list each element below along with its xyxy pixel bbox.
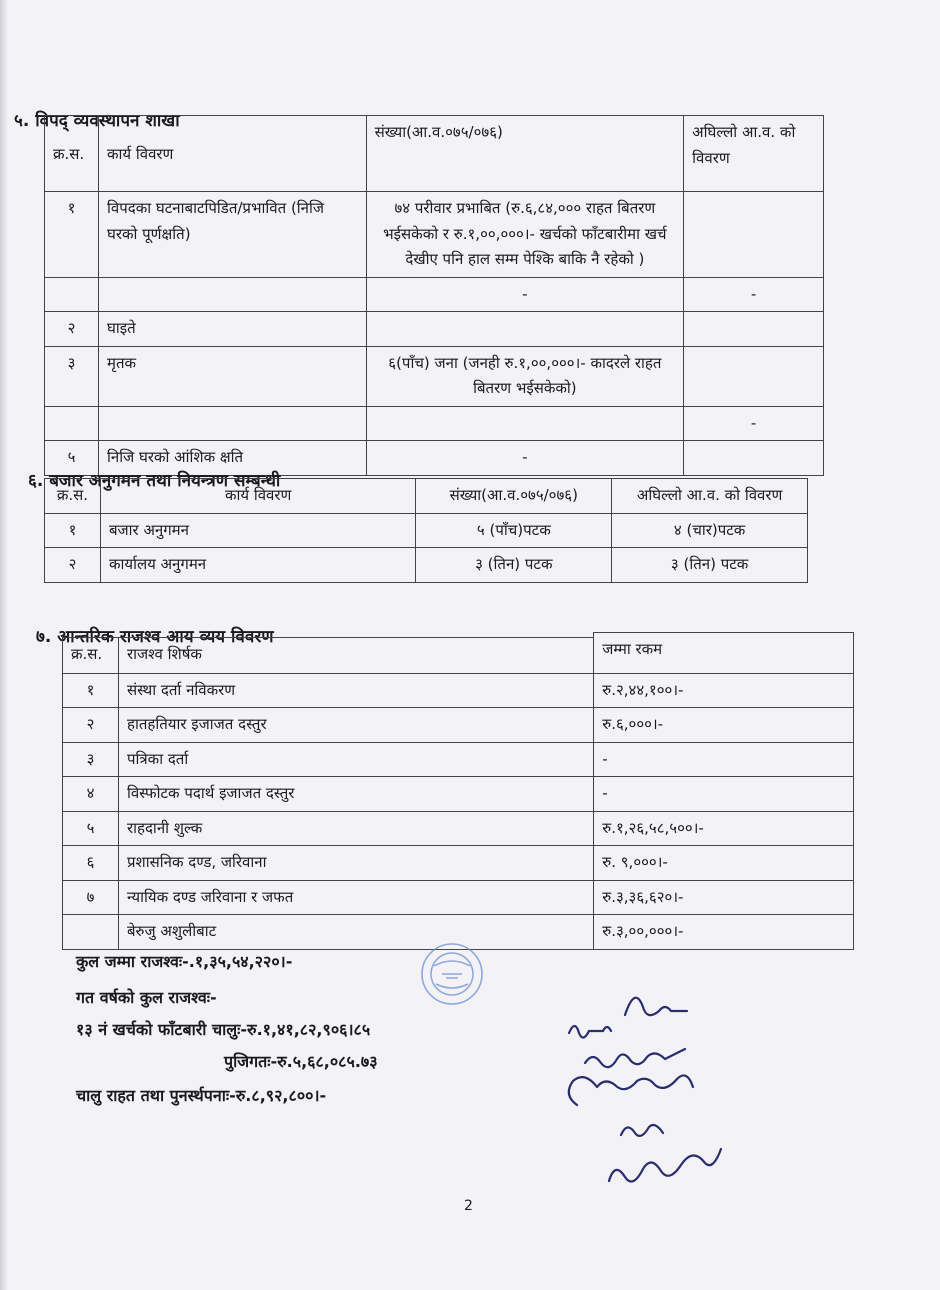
office-stamp-icon bbox=[412, 936, 502, 1016]
row-title: विस्फोटक पदार्थ इजाजत दस्तुर bbox=[118, 777, 593, 812]
header-previous-year: अघिल्लो आ.व. को विवरण bbox=[612, 479, 808, 514]
row-count: ३ (तिन) पटक bbox=[416, 548, 612, 583]
row-count: - bbox=[366, 441, 684, 476]
row-sn: १ bbox=[45, 192, 99, 278]
header-sn: क्र.स. bbox=[63, 637, 119, 673]
row-previous: ३ (तिन) पटक bbox=[612, 548, 808, 583]
row-amount: - bbox=[594, 742, 854, 777]
row-sn: २ bbox=[45, 312, 99, 347]
table-row bbox=[45, 548, 808, 583]
row-description: निजि घरको आंशिक क्षति bbox=[98, 441, 366, 476]
table-row bbox=[45, 513, 808, 548]
market-monitoring-table bbox=[44, 478, 808, 583]
row-previous bbox=[684, 441, 824, 476]
row-amount: रु.१,२६,५८,५००।- bbox=[594, 811, 854, 846]
row-description: मृतक bbox=[98, 346, 366, 406]
table-header-row bbox=[45, 116, 824, 192]
row-title: राहदानी शुल्क bbox=[118, 811, 593, 846]
row-sn: १ bbox=[63, 673, 119, 708]
row-description: कार्यालय अनुगमन bbox=[100, 548, 415, 583]
header-amount: जम्मा रकम bbox=[594, 633, 854, 674]
table-row bbox=[45, 312, 824, 347]
row-amount: रु.६,०००।- bbox=[594, 708, 854, 743]
page-number: 2 bbox=[464, 1198, 473, 1214]
row-sn: ६ bbox=[63, 846, 119, 881]
row-sn: ७ bbox=[63, 880, 119, 915]
row-description: बजार अनुगमन bbox=[100, 513, 415, 548]
row-sn bbox=[45, 406, 99, 441]
scan-edge-shadow bbox=[0, 0, 8, 1290]
header-count: संख्या(आ.व.०७५/०७६) bbox=[366, 116, 684, 192]
row-count: - bbox=[366, 277, 684, 312]
row-title: पत्रिका दर्ता bbox=[118, 742, 593, 777]
row-amount: रु. ९,०००।- bbox=[594, 846, 854, 881]
header-title: राजश्व शिर्षक bbox=[118, 637, 593, 673]
row-description bbox=[98, 277, 366, 312]
disaster-management-table bbox=[44, 115, 824, 476]
table-row bbox=[63, 811, 854, 846]
row-count: ६(पाँच) जना (जनही रु.१,००,०००।- कादरले राहत बितरण भईसकेको) bbox=[366, 346, 684, 406]
last-year-revenue: गत वर्षको कुल राजश्वः- bbox=[76, 988, 217, 1007]
row-title: हातहतियार इजाजत दस्तुर bbox=[118, 708, 593, 743]
expense-capital: पुजिगतः-रु.५,६८,०८५.७३ bbox=[224, 1052, 378, 1071]
row-sn: ४ bbox=[63, 777, 119, 812]
row-count bbox=[366, 312, 684, 347]
row-title: बेरुजु अशुलीबाट bbox=[118, 915, 593, 950]
row-sn: ३ bbox=[63, 742, 119, 777]
table-row bbox=[45, 192, 824, 278]
header-description: कार्य विवरण bbox=[100, 479, 415, 514]
table-row bbox=[63, 742, 854, 777]
table-row bbox=[45, 346, 824, 406]
signature-icon bbox=[555, 985, 785, 1215]
row-title: संस्था दर्ता नविकरण bbox=[118, 673, 593, 708]
row-sn: ५ bbox=[45, 441, 99, 476]
table-row bbox=[63, 880, 854, 915]
table-row bbox=[63, 846, 854, 881]
row-sn bbox=[63, 915, 119, 950]
row-count: ५ (पाँच)पटक bbox=[416, 513, 612, 548]
table-row bbox=[45, 277, 824, 312]
row-previous bbox=[684, 192, 824, 278]
row-sn: २ bbox=[63, 708, 119, 743]
table-row bbox=[63, 673, 854, 708]
row-description: घाइते bbox=[98, 312, 366, 347]
header-description: कार्य विवरण bbox=[98, 116, 366, 192]
row-title: प्रशासनिक दण्ड, जरिवाना bbox=[118, 846, 593, 881]
section6-title: ६. बजार अनुगमन तथा नियन्त्रण सम्बन्धी bbox=[28, 471, 281, 491]
row-sn: १ bbox=[45, 513, 101, 548]
row-sn: ५ bbox=[63, 811, 119, 846]
table-row bbox=[63, 708, 854, 743]
row-sn: २ bbox=[45, 548, 101, 583]
row-previous: - bbox=[684, 277, 824, 312]
relief-expense: चालु राहत तथा पुनर्स्थपनाः-रु.८,९२,८००।- bbox=[76, 1086, 327, 1105]
total-revenue: कुल जम्मा राजश्वः-.१,३५,५४,२२०।- bbox=[76, 952, 293, 971]
row-previous bbox=[684, 312, 824, 347]
row-previous: - bbox=[684, 406, 824, 441]
table-row bbox=[63, 777, 854, 812]
row-sn bbox=[45, 277, 99, 312]
section7-title: ७. आन्तरिक राजश्व आय व्यय विवरण bbox=[36, 627, 274, 647]
row-count bbox=[366, 406, 684, 441]
header-sn: क्र.स. bbox=[45, 116, 99, 192]
row-previous: ४ (चार)पटक bbox=[612, 513, 808, 548]
header-count: संख्या(आ.व.०७५/०७६) bbox=[416, 479, 612, 514]
expense-current: १३ नं खर्चको फाँटबारी चालुः-रु.१,४१,८२,९०६।८५ bbox=[76, 1020, 371, 1039]
row-count: ७४ परीवार प्रभाबित (रु.६,८४,००० राहत बितरण भईसकेको र रु.१,००,०००।- खर्चको फाँटबारीमा खर्च देखीए पनि हाल सम्म पेश्कि बाकि नै रहेको ) bbox=[366, 192, 684, 278]
row-description bbox=[98, 406, 366, 441]
table-row bbox=[45, 406, 824, 441]
row-amount: रु.३,००,०००।- bbox=[594, 915, 854, 950]
row-amount: रु.३,३६,६२०।- bbox=[594, 880, 854, 915]
row-sn: ३ bbox=[45, 346, 99, 406]
internal-revenue-table bbox=[62, 632, 854, 950]
row-title: न्यायिक दण्ड जरिवाना र जफत bbox=[118, 880, 593, 915]
section5-title: ५. विपद् व्यवस्थापन शाखा bbox=[14, 111, 180, 131]
row-previous bbox=[684, 346, 824, 406]
row-description: विपदका घटनाबाटपिडित/प्रभावित (निजि घरको पूर्णक्षति) bbox=[98, 192, 366, 278]
row-amount: रु.२,४४,१००।- bbox=[594, 673, 854, 708]
header-sn: क्र.स. bbox=[45, 479, 101, 514]
header-previous-year: अघिल्लो आ.व. को विवरण bbox=[684, 116, 824, 192]
table-header-row bbox=[45, 479, 808, 514]
row-amount: - bbox=[594, 777, 854, 812]
